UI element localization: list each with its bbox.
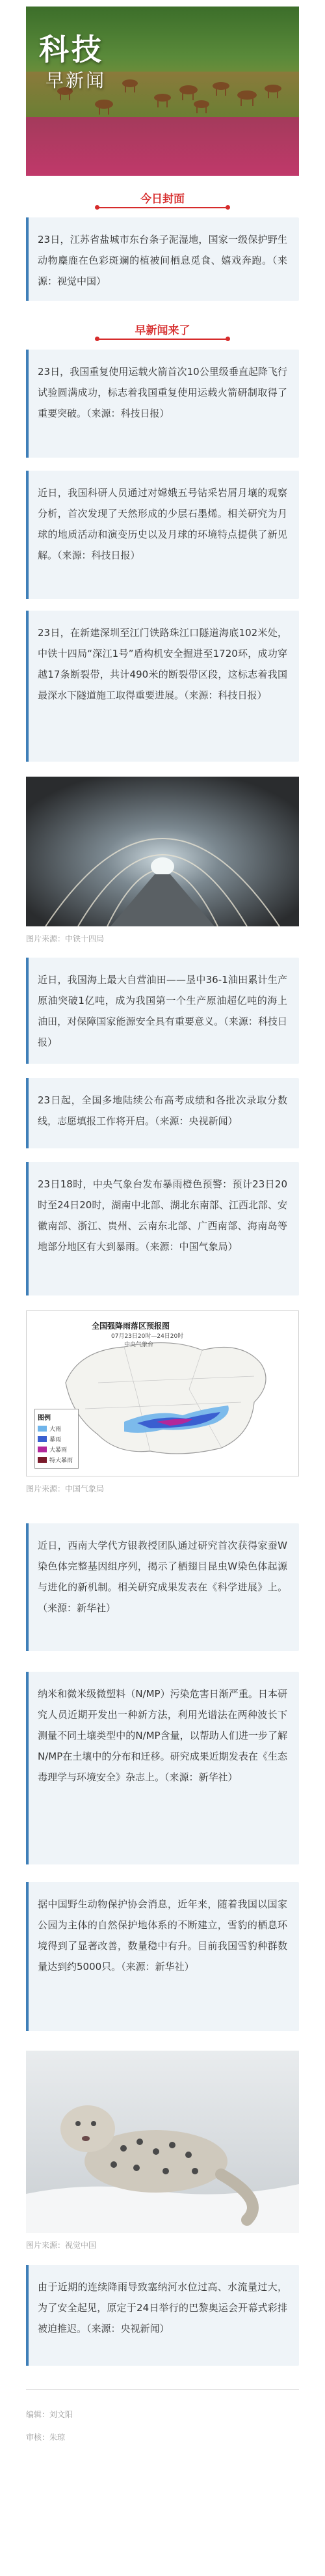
cover-image bbox=[26, 7, 299, 176]
snow-leopard-photo bbox=[26, 2051, 299, 2233]
card-accent bbox=[26, 471, 29, 599]
news-card bbox=[26, 1523, 299, 1651]
section-dot bbox=[95, 205, 99, 210]
cover-text-card bbox=[26, 217, 299, 301]
legend-item bbox=[38, 1435, 75, 1443]
news-text: 近日，我国海上最大自营油田——垦中36-1油田累计生产原油突破1亿吨，成为我国第一个生产原油超亿吨的海上油田，对保障国家能源安全具有重要意义。（来源：科技日报） bbox=[38, 974, 287, 1048]
section-heading-news bbox=[0, 321, 325, 337]
legend-label: 暴雨 bbox=[49, 1437, 62, 1443]
map-issuer: 中央气象台 bbox=[124, 1342, 154, 1348]
cover-text: 23日，江苏省盐城市东台条子泥湿地，国家一级保护野生动物麋鹿在色彩斑斓的植被间栖息觅食、嬉戏奔跑。（来源：视觉中国） bbox=[38, 234, 287, 287]
legend-swatch bbox=[38, 1436, 47, 1442]
news-text: 近日，我国科研人员通过对嫦娥五号钻采岩屑月壤的观察分析，首次发现了天然形成的少层石墨烯。相关研究为月球的地质活动和演变历史以及月球的环境特点提供了新见解。（来源：科技日报） bbox=[38, 487, 287, 561]
section-label: 今日封面 bbox=[140, 193, 185, 206]
legend-label: 特大暴雨 bbox=[49, 1458, 73, 1464]
card-accent bbox=[26, 1672, 29, 1864]
map-legend bbox=[34, 1409, 79, 1469]
card-accent bbox=[26, 2265, 29, 2366]
snow-leopard-illustration bbox=[26, 2051, 299, 2233]
header-title: 科技 bbox=[39, 32, 104, 67]
card-accent bbox=[26, 1523, 29, 1651]
news-text: 近日，西南大学代方银教授团队通过研究首次获得家蚕W染色体完整基因组序列，揭示了栖翅目昆虫W染色体起源与进化的新机制。相关研究成果发表在《科学进展》上。（来源：新华社） bbox=[38, 1540, 287, 1614]
news-card bbox=[26, 2265, 299, 2366]
card-accent bbox=[26, 217, 29, 301]
news-text: 23日，在新建深圳至江门铁路珠江口隧道海底102米处，中铁十四局“深江1号”盾构机安全掘进至1720环，成功穿越17条断裂带，共计490米的断裂带区段，这标志着我国最深水下隧道施工取得重要进展。（来源：科技日报） bbox=[38, 627, 287, 701]
photo-caption: 图片来源：中国气象局 bbox=[26, 1484, 105, 1493]
section-dot bbox=[226, 205, 230, 210]
news-text: 23日起，全国多地陆续公布高考成绩和各批次录取分数线，志愿填报工作将开启。（来源：央视新闻） bbox=[38, 1094, 287, 1127]
footer-reviewer: 审核：朱琼 bbox=[26, 2433, 66, 2442]
news-card bbox=[26, 350, 299, 458]
news-text: 纳米和微米级微塑料（N/MP）污染危害日渐严重。日本研究人员近期开发出一种新方法，利用光谱法在两种波长下测量不同土壤类型中的N/MP含量，以帮助人们进一步了解N/MP在土壤中的分布和迁移。研究成果近期发表在《生态毒理学与环境安全》杂志上。（来源：新华社） bbox=[38, 1688, 287, 1783]
section-underline bbox=[98, 207, 228, 208]
rain-forecast-map bbox=[26, 1310, 299, 1476]
legend-swatch bbox=[38, 1447, 47, 1452]
card-accent bbox=[26, 350, 29, 458]
news-card bbox=[26, 1162, 299, 1295]
section-heading-cover bbox=[0, 189, 325, 206]
legend-item bbox=[38, 1424, 75, 1433]
legend-swatch bbox=[38, 1426, 47, 1432]
legend-label: 大暴雨 bbox=[49, 1447, 68, 1454]
photo-caption: 图片来源：中铁十四局 bbox=[26, 934, 105, 943]
tunnel-photo bbox=[26, 777, 299, 926]
news-card bbox=[26, 471, 299, 599]
tunnel-illustration bbox=[26, 777, 299, 926]
legend-swatch bbox=[38, 1457, 47, 1463]
map-time: 07月23日20时—24日20时 bbox=[111, 1333, 184, 1340]
legend-item bbox=[38, 1445, 75, 1454]
news-card bbox=[26, 958, 299, 1064]
news-card bbox=[26, 1672, 299, 1864]
legend-title: 图例 bbox=[38, 1415, 51, 1422]
section-dot bbox=[226, 337, 230, 341]
card-accent bbox=[26, 1162, 29, 1295]
section-dot bbox=[95, 337, 99, 341]
news-card bbox=[26, 611, 299, 762]
map-title: 全国强降雨落区预报图 bbox=[92, 1322, 170, 1331]
news-card bbox=[26, 1882, 299, 2031]
footer-divider bbox=[26, 2389, 299, 2390]
section-underline bbox=[98, 339, 228, 340]
section-label: 早新闻来了 bbox=[135, 324, 190, 337]
legend-label: 大雨 bbox=[49, 1426, 62, 1433]
news-text: 据中国野生动物保护协会消息，近年来，随着我国以国家公园为主体的自然保护地体系的不断建立，雪豹的栖息环境得到了显著改善，数量稳中有升。目前我国雪豹种群数量达到约5000只。（来源：新华社） bbox=[38, 1898, 287, 1973]
card-accent bbox=[26, 1078, 29, 1148]
news-text: 23日18时，中央气象台发布暴雨橙色预警：预计23日20时至24日20时，湖南中北部、湖北东南部、江西北部、安徽南部、浙江、贵州、云南东北部、广西南部、海南岛等地部分地区有大到暴雨。（来源：中国气象局） bbox=[38, 1178, 287, 1253]
news-card bbox=[26, 1078, 299, 1148]
photo-caption: 图片来源：视觉中国 bbox=[26, 2241, 97, 2250]
card-accent bbox=[26, 958, 29, 1064]
legend-item bbox=[38, 1456, 75, 1464]
header-subtitle: 早新闻 bbox=[46, 70, 107, 91]
news-text: 由于近期的连续降雨导致塞纳河水位过高、水流量过大，为了安全起见，原定于24日举行的巴黎奥运会开幕式彩排被迫推迟。（来源：央视新闻） bbox=[38, 2281, 287, 2334]
news-text: 23日，我国重复使用运载火箭首次10公里级垂直起降飞行试验圆满成功，标志着我国重复使用运载火箭研制取得了重要突破。（来源：科技日报） bbox=[38, 366, 287, 419]
card-accent bbox=[26, 1882, 29, 2031]
footer-editor: 编辑：刘文阳 bbox=[26, 2410, 73, 2419]
card-accent bbox=[26, 611, 29, 762]
